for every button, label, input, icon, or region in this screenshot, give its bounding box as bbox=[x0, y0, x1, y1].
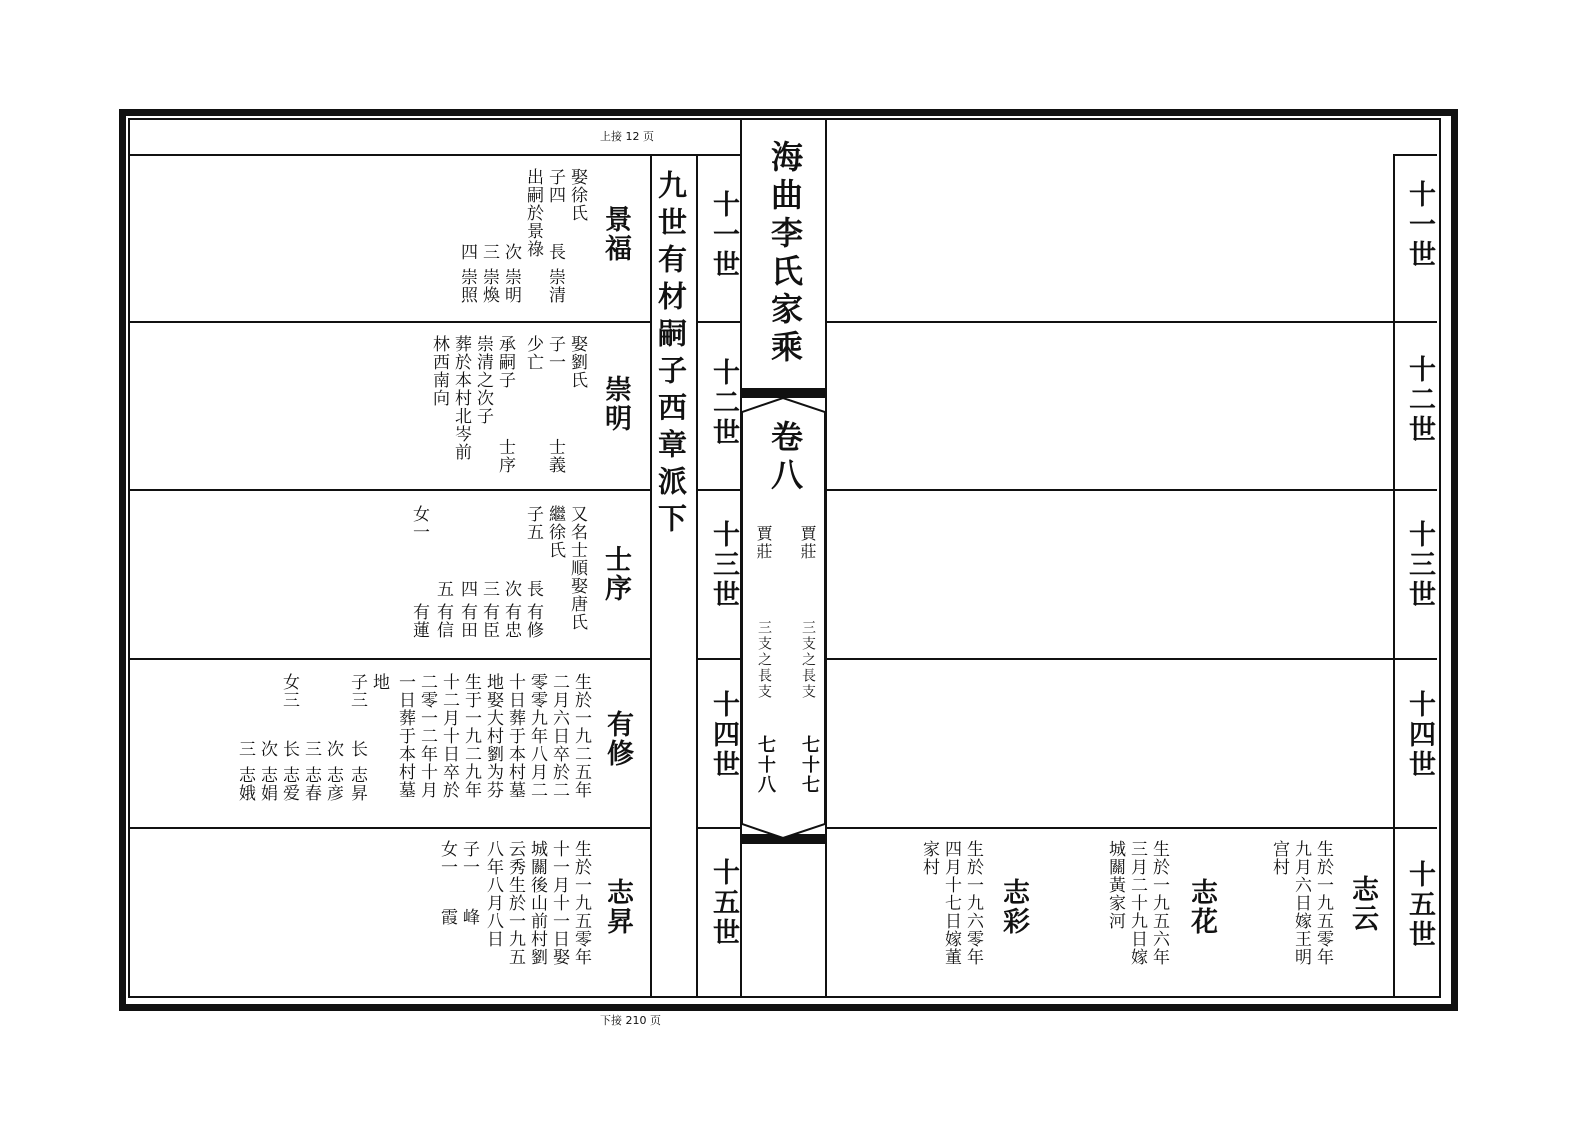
gen-label: 十五世 bbox=[708, 858, 739, 948]
child-name: 有信 bbox=[433, 603, 453, 639]
person-note: 零零九年八月二 bbox=[527, 673, 547, 799]
child-name: 志春 bbox=[301, 766, 321, 802]
person-note: 女一 bbox=[437, 840, 457, 876]
person-name: 有修 bbox=[602, 710, 633, 768]
person-note: 林西南向 bbox=[429, 335, 449, 407]
child-name: 有臣 bbox=[479, 603, 499, 639]
person-note: 二月六日卒於二 bbox=[549, 673, 569, 799]
person-note: 十二月十日卒於 bbox=[439, 673, 459, 799]
origin-right: 賈莊 bbox=[798, 525, 817, 561]
child-name: 士序 bbox=[495, 438, 515, 474]
person-name: 志彩 bbox=[998, 878, 1029, 936]
person-note: 八年八月八日 bbox=[483, 840, 503, 948]
child-rank: 長 bbox=[523, 580, 543, 598]
child-name: 崇照 bbox=[457, 268, 477, 304]
gen-label: 十四世 bbox=[1404, 690, 1435, 780]
child-rank: 长 bbox=[279, 740, 299, 758]
upper-link: 上接 12 页 bbox=[600, 130, 654, 143]
person-note: 娶徐氏 bbox=[567, 168, 587, 222]
person-note: 生於一九六零年 bbox=[963, 840, 983, 966]
person-note: 十一月十一日娶 bbox=[549, 840, 569, 966]
child-rank: 次 bbox=[501, 580, 521, 598]
gen-label: 十四世 bbox=[708, 690, 739, 780]
child-name: 志昇 bbox=[347, 766, 367, 802]
child-name: 有蓮 bbox=[409, 603, 429, 639]
child-rank: 长 bbox=[347, 740, 367, 758]
person-note: 子一 bbox=[459, 840, 479, 876]
person-note: 女三 bbox=[279, 673, 299, 709]
gen-label: 十二世 bbox=[708, 358, 739, 448]
branch-right: 三支之長支 bbox=[800, 620, 816, 700]
gen-label: 十五世 bbox=[1404, 860, 1435, 950]
child-rank: 四 bbox=[457, 243, 477, 261]
person-note: 生於一九五零年 bbox=[571, 840, 591, 966]
person-note: 崇清之次子 bbox=[473, 335, 493, 425]
person-note: 娶劉氏 bbox=[567, 335, 587, 389]
person-note: 十日葬于本村墓 bbox=[505, 673, 525, 799]
child-name: 志娟 bbox=[257, 766, 277, 802]
child-name: 志娥 bbox=[235, 766, 255, 802]
child-name: 崇煥 bbox=[479, 268, 499, 304]
person-note: 又名士順娶唐氏 bbox=[567, 505, 587, 631]
branch-title: 九世有材嗣子西章派下 bbox=[654, 170, 688, 540]
person-note: 生於一九五零年 bbox=[1313, 840, 1333, 966]
child-name: 霞 bbox=[437, 908, 457, 926]
child-rank: 長 bbox=[545, 243, 565, 261]
person-note: 生於一九五六年 bbox=[1149, 840, 1169, 966]
person-note: 地 bbox=[369, 673, 389, 691]
person-note: 三月二十九日嫁 bbox=[1127, 840, 1147, 966]
gen-label: 十二世 bbox=[1404, 355, 1435, 445]
person-name: 志昇 bbox=[602, 878, 633, 936]
gen-label: 十三世 bbox=[1404, 520, 1435, 610]
person-note: 宫村 bbox=[1269, 840, 1289, 876]
person-note: 子五 bbox=[523, 505, 543, 541]
child-rank: 次 bbox=[257, 740, 277, 758]
child-rank: 五 bbox=[433, 580, 453, 598]
person-note: 生于一九二九年 bbox=[461, 673, 481, 799]
branch-left: 三支之長支 bbox=[756, 620, 772, 700]
person-name: 士序 bbox=[600, 545, 631, 603]
person-note: 繼徐氏 bbox=[545, 505, 565, 559]
lower-link: 下接 210 页 bbox=[600, 1014, 661, 1027]
child-name: 志彦 bbox=[323, 766, 343, 802]
person-note: 承嗣子 bbox=[495, 335, 515, 389]
person-note: 二零一二年十月 bbox=[417, 673, 437, 799]
person-note: 葬於本村北岑前 bbox=[451, 335, 471, 461]
child-rank: 三 bbox=[235, 740, 255, 758]
child-name: 峰 bbox=[459, 908, 479, 926]
child-name: 崇明 bbox=[501, 268, 521, 304]
child-rank: 次 bbox=[323, 740, 343, 758]
person-note: 城關黃家河 bbox=[1105, 840, 1125, 930]
person-note: 出嗣於景祿 bbox=[523, 168, 543, 258]
person-name: 志云 bbox=[1347, 875, 1378, 933]
person-note: 子三 bbox=[347, 673, 367, 709]
gen-label: 十一世 bbox=[708, 190, 739, 280]
person-note: 家村 bbox=[919, 840, 939, 876]
child-name: 有忠 bbox=[501, 603, 521, 639]
gen-label: 十一世 bbox=[1404, 180, 1435, 270]
gen-label: 十三世 bbox=[708, 520, 739, 610]
child-rank: 三 bbox=[479, 243, 499, 261]
person-note: 地娶大村劉为芬 bbox=[483, 673, 503, 799]
person-note: 子一 bbox=[545, 335, 565, 371]
child-rank: 四 bbox=[457, 580, 477, 598]
child-rank: 三 bbox=[301, 740, 321, 758]
person-name: 崇明 bbox=[600, 375, 631, 433]
child-name: 士義 bbox=[545, 438, 565, 474]
child-rank: 三 bbox=[479, 580, 499, 598]
child-name: 有修 bbox=[523, 603, 543, 639]
page-number-right: 七十七 bbox=[799, 735, 820, 795]
page-number-left: 七十八 bbox=[755, 735, 776, 795]
volume-label: 卷八 bbox=[766, 420, 804, 496]
person-note: 四月十七日嫁董 bbox=[941, 840, 961, 966]
person-note: 城關後山前村劉 bbox=[527, 840, 547, 966]
person-note: 一日葬于本村墓 bbox=[395, 673, 415, 799]
person-note: 少亡 bbox=[523, 335, 543, 371]
child-name: 有田 bbox=[457, 603, 477, 639]
person-name: 景福 bbox=[600, 205, 631, 263]
person-note: 云秀生於一九五 bbox=[505, 840, 525, 966]
book-title: 海曲李氏家乘 bbox=[766, 140, 804, 368]
person-name: 志花 bbox=[1186, 878, 1217, 936]
child-name: 崇清 bbox=[545, 268, 565, 304]
person-note: 九月六日嫁王明 bbox=[1291, 840, 1311, 966]
child-name: 志爱 bbox=[279, 766, 299, 802]
child-rank: 次 bbox=[501, 243, 521, 261]
person-note: 生於一九二五年 bbox=[571, 673, 591, 799]
person-note: 女一 bbox=[409, 505, 429, 541]
origin-left: 賈莊 bbox=[754, 525, 773, 561]
person-note: 子四 bbox=[545, 168, 565, 204]
